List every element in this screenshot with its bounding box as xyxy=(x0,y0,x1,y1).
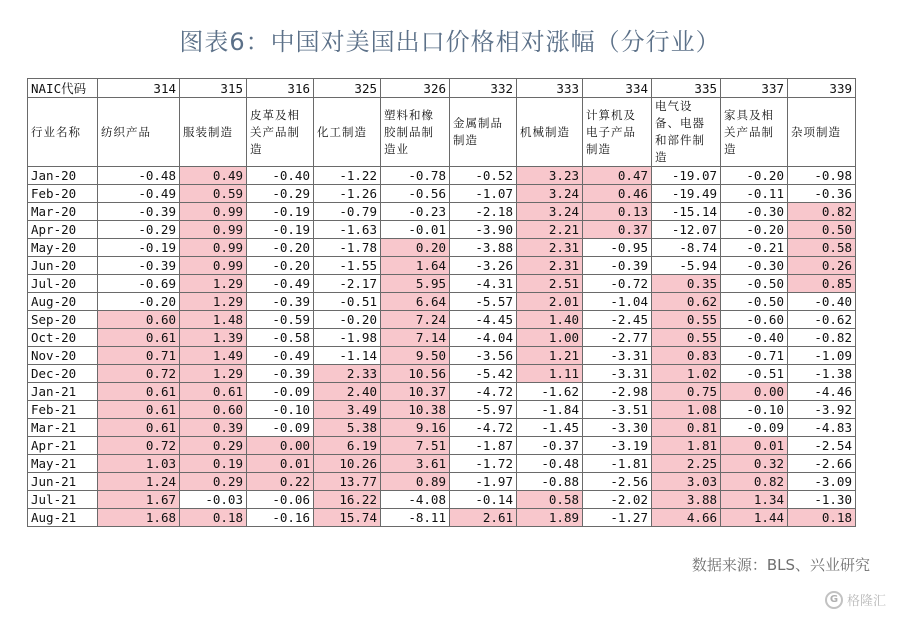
table-row xyxy=(28,257,856,275)
month-cell: Feb-20 xyxy=(28,185,98,203)
value-cell: -0.09 xyxy=(247,383,314,401)
value-cell: 1.29 xyxy=(180,293,247,311)
value-cell: 0.89 xyxy=(381,473,450,491)
value-cell: 0.00 xyxy=(721,383,788,401)
watermark-logo xyxy=(825,590,886,609)
value-cell: 0.00 xyxy=(247,437,314,455)
value-cell: -0.98 xyxy=(788,167,856,185)
value-cell: -2.17 xyxy=(314,275,381,293)
value-cell: -4.45 xyxy=(450,311,517,329)
value-cell: 0.22 xyxy=(247,473,314,491)
value-cell: 0.46 xyxy=(583,185,652,203)
value-cell: -0.06 xyxy=(247,491,314,509)
value-cell: -1.72 xyxy=(450,455,517,473)
value-cell: -0.29 xyxy=(247,185,314,203)
value-cell: -0.69 xyxy=(98,275,180,293)
value-cell: 10.38 xyxy=(381,401,450,419)
value-cell: -4.83 xyxy=(788,419,856,437)
value-cell: 1.44 xyxy=(721,509,788,527)
table-row xyxy=(28,275,856,293)
value-cell: -5.97 xyxy=(450,401,517,419)
value-cell: -8.74 xyxy=(652,239,721,257)
month-cell: Apr-20 xyxy=(28,221,98,239)
value-cell: -0.62 xyxy=(788,311,856,329)
value-cell: 0.58 xyxy=(517,491,583,509)
industry-name-cell: 杂项制造 xyxy=(788,98,856,167)
value-cell: -0.88 xyxy=(517,473,583,491)
month-cell: Jul-20 xyxy=(28,275,98,293)
value-cell: -0.82 xyxy=(788,329,856,347)
value-cell: -0.19 xyxy=(247,203,314,221)
value-cell: 0.01 xyxy=(721,437,788,455)
naic-code-cell: 325 xyxy=(314,79,381,98)
table-row xyxy=(28,167,856,185)
month-cell: Jul-21 xyxy=(28,491,98,509)
value-cell: 0.62 xyxy=(652,293,721,311)
value-cell: -3.31 xyxy=(583,365,652,383)
value-cell: 0.60 xyxy=(98,311,180,329)
industry-header-row xyxy=(28,98,856,167)
value-cell: 0.55 xyxy=(652,329,721,347)
value-cell: -3.30 xyxy=(583,419,652,437)
value-cell: 6.64 xyxy=(381,293,450,311)
value-cell: 1.02 xyxy=(652,365,721,383)
value-cell: 0.61 xyxy=(98,419,180,437)
value-cell: -0.39 xyxy=(247,293,314,311)
table-row xyxy=(28,491,856,509)
value-cell: 0.37 xyxy=(583,221,652,239)
value-cell: -2.77 xyxy=(583,329,652,347)
value-cell: 0.71 xyxy=(98,347,180,365)
value-cell: 7.24 xyxy=(381,311,450,329)
value-cell: 0.72 xyxy=(98,365,180,383)
value-cell: -0.20 xyxy=(247,239,314,257)
table-row xyxy=(28,419,856,437)
value-cell: -5.42 xyxy=(450,365,517,383)
value-cell: -0.95 xyxy=(583,239,652,257)
value-cell: 1.34 xyxy=(721,491,788,509)
value-cell: -3.90 xyxy=(450,221,517,239)
value-cell: 1.48 xyxy=(180,311,247,329)
month-cell: Jan-21 xyxy=(28,383,98,401)
month-cell: Aug-21 xyxy=(28,509,98,527)
value-cell: 1.89 xyxy=(517,509,583,527)
value-cell: -0.20 xyxy=(721,221,788,239)
value-cell: 3.88 xyxy=(652,491,721,509)
value-cell: 0.99 xyxy=(180,257,247,275)
month-cell: Feb-21 xyxy=(28,401,98,419)
month-cell: Oct-20 xyxy=(28,329,98,347)
value-cell: -3.09 xyxy=(788,473,856,491)
value-cell: 0.99 xyxy=(180,203,247,221)
value-cell: -1.45 xyxy=(517,419,583,437)
value-cell: 1.81 xyxy=(652,437,721,455)
value-cell: -0.40 xyxy=(247,167,314,185)
value-cell: 2.01 xyxy=(517,293,583,311)
value-cell: -0.78 xyxy=(381,167,450,185)
industry-name-cell: 家具及相关产品制造 xyxy=(721,98,788,167)
value-cell: 0.61 xyxy=(98,401,180,419)
value-cell: -1.78 xyxy=(314,239,381,257)
value-cell: -0.01 xyxy=(381,221,450,239)
naic-code-cell: 335 xyxy=(652,79,721,98)
value-cell: 0.61 xyxy=(98,329,180,347)
naic-code-cell: 332 xyxy=(450,79,517,98)
industry-name-cell: 机械制造 xyxy=(517,98,583,167)
value-cell: -1.63 xyxy=(314,221,381,239)
value-cell: -0.20 xyxy=(314,311,381,329)
value-cell: 0.49 xyxy=(180,167,247,185)
value-cell: -0.14 xyxy=(450,491,517,509)
value-cell: -4.31 xyxy=(450,275,517,293)
table-row xyxy=(28,401,856,419)
value-cell: -3.26 xyxy=(450,257,517,275)
industry-name-cell: 塑料和橡胶制品制造业 xyxy=(381,98,450,167)
table-row xyxy=(28,311,856,329)
value-cell: 0.18 xyxy=(180,509,247,527)
value-cell: -15.14 xyxy=(652,203,721,221)
chart-title: 图表6：中国对美国出口价格相对涨幅（分行业） xyxy=(179,28,721,56)
value-cell: 1.00 xyxy=(517,329,583,347)
value-cell: -0.50 xyxy=(721,275,788,293)
value-cell: -19.07 xyxy=(652,167,721,185)
value-cell: 3.24 xyxy=(517,185,583,203)
value-cell: -0.30 xyxy=(721,203,788,221)
value-cell: -1.98 xyxy=(314,329,381,347)
value-cell: 0.47 xyxy=(583,167,652,185)
value-cell: -0.19 xyxy=(98,239,180,257)
value-cell: -3.19 xyxy=(583,437,652,455)
value-cell: 0.58 xyxy=(788,239,856,257)
value-cell: 7.51 xyxy=(381,437,450,455)
naic-code-cell: 315 xyxy=(180,79,247,98)
value-cell: -0.49 xyxy=(247,347,314,365)
value-cell: 2.21 xyxy=(517,221,583,239)
value-cell: -0.23 xyxy=(381,203,450,221)
table-row xyxy=(28,185,856,203)
value-cell: -2.45 xyxy=(583,311,652,329)
value-cell: 16.22 xyxy=(314,491,381,509)
value-cell: 5.38 xyxy=(314,419,381,437)
value-cell: -0.03 xyxy=(180,491,247,509)
month-cell: Mar-21 xyxy=(28,419,98,437)
value-cell: 6.19 xyxy=(314,437,381,455)
table-row xyxy=(28,365,856,383)
value-cell: -0.49 xyxy=(98,185,180,203)
value-cell: -0.16 xyxy=(247,509,314,527)
value-cell: 1.08 xyxy=(652,401,721,419)
table-row xyxy=(28,383,856,401)
value-cell: -1.38 xyxy=(788,365,856,383)
value-cell: -2.18 xyxy=(450,203,517,221)
month-cell: Dec-20 xyxy=(28,365,98,383)
value-cell: 1.40 xyxy=(517,311,583,329)
value-cell: 0.29 xyxy=(180,473,247,491)
value-cell: 0.61 xyxy=(180,383,247,401)
table-row xyxy=(28,203,856,221)
value-cell: -1.62 xyxy=(517,383,583,401)
value-cell: -4.72 xyxy=(450,419,517,437)
value-cell: -4.46 xyxy=(788,383,856,401)
value-cell: -3.56 xyxy=(450,347,517,365)
value-cell: -1.55 xyxy=(314,257,381,275)
value-cell: 2.33 xyxy=(314,365,381,383)
value-cell: -5.57 xyxy=(450,293,517,311)
value-cell: 0.82 xyxy=(721,473,788,491)
value-cell: 2.31 xyxy=(517,239,583,257)
value-cell: 0.99 xyxy=(180,239,247,257)
value-cell: 7.14 xyxy=(381,329,450,347)
value-cell: -0.11 xyxy=(721,185,788,203)
table-row xyxy=(28,509,856,527)
table-row xyxy=(28,473,856,491)
value-cell: -0.30 xyxy=(721,257,788,275)
naic-code-cell: 337 xyxy=(721,79,788,98)
value-cell: 0.18 xyxy=(788,509,856,527)
naic-code-cell: 326 xyxy=(381,79,450,98)
value-cell: -0.71 xyxy=(721,347,788,365)
value-cell: 3.24 xyxy=(517,203,583,221)
value-cell: -1.97 xyxy=(450,473,517,491)
value-cell: -0.51 xyxy=(314,293,381,311)
value-cell: -1.84 xyxy=(517,401,583,419)
value-cell: 13.77 xyxy=(314,473,381,491)
naic-code-cell: 314 xyxy=(98,79,180,98)
industry-name-cell: 电气设备、电器和部件制造 xyxy=(652,98,721,167)
value-cell: -1.09 xyxy=(788,347,856,365)
value-cell: 1.11 xyxy=(517,365,583,383)
value-cell: -0.60 xyxy=(721,311,788,329)
month-cell: Jan-20 xyxy=(28,167,98,185)
value-cell: 4.66 xyxy=(652,509,721,527)
value-cell: -0.36 xyxy=(788,185,856,203)
value-cell: -12.07 xyxy=(652,221,721,239)
value-cell: 0.99 xyxy=(180,221,247,239)
value-cell: 1.49 xyxy=(180,347,247,365)
month-cell: Apr-21 xyxy=(28,437,98,455)
value-cell: -1.14 xyxy=(314,347,381,365)
table-row xyxy=(28,347,856,365)
naic-code-cell: 334 xyxy=(583,79,652,98)
value-cell: -0.20 xyxy=(721,167,788,185)
value-cell: 0.72 xyxy=(98,437,180,455)
value-cell: 0.13 xyxy=(583,203,652,221)
value-cell: 0.32 xyxy=(721,455,788,473)
value-cell: 1.03 xyxy=(98,455,180,473)
value-cell: 0.01 xyxy=(247,455,314,473)
value-cell: 9.16 xyxy=(381,419,450,437)
industry-header-label: 行业名称 xyxy=(28,98,98,167)
value-cell: -3.88 xyxy=(450,239,517,257)
month-cell: Aug-20 xyxy=(28,293,98,311)
value-cell: -1.27 xyxy=(583,509,652,527)
industry-name-cell: 服装制造 xyxy=(180,98,247,167)
month-cell: Jun-21 xyxy=(28,473,98,491)
value-cell: 1.29 xyxy=(180,275,247,293)
value-cell: -1.07 xyxy=(450,185,517,203)
value-cell: 0.75 xyxy=(652,383,721,401)
industry-name-cell: 纺织产品 xyxy=(98,98,180,167)
value-cell: 15.74 xyxy=(314,509,381,527)
industry-name-cell: 金属制品制造 xyxy=(450,98,517,167)
value-cell: -0.40 xyxy=(721,329,788,347)
value-cell: 0.60 xyxy=(180,401,247,419)
value-cell: -4.72 xyxy=(450,383,517,401)
value-cell: -1.04 xyxy=(583,293,652,311)
value-cell: 0.19 xyxy=(180,455,247,473)
price-change-table xyxy=(27,78,856,527)
value-cell: 0.85 xyxy=(788,275,856,293)
value-cell: 0.50 xyxy=(788,221,856,239)
code-header-label: NAIC代码 xyxy=(28,79,98,98)
value-cell: 3.03 xyxy=(652,473,721,491)
value-cell: -0.19 xyxy=(247,221,314,239)
logo-text: 格隆汇 xyxy=(846,594,886,609)
value-cell: -0.39 xyxy=(247,365,314,383)
value-cell: -0.79 xyxy=(314,203,381,221)
table-row xyxy=(28,455,856,473)
value-cell: -2.54 xyxy=(788,437,856,455)
value-cell: 0.35 xyxy=(652,275,721,293)
value-cell: 2.61 xyxy=(450,509,517,527)
value-cell: -0.10 xyxy=(247,401,314,419)
value-cell: 0.20 xyxy=(381,239,450,257)
value-cell: -0.20 xyxy=(247,257,314,275)
value-cell: 1.24 xyxy=(98,473,180,491)
table-row xyxy=(28,437,856,455)
value-cell: 1.67 xyxy=(98,491,180,509)
month-cell: May-21 xyxy=(28,455,98,473)
value-cell: -0.59 xyxy=(247,311,314,329)
value-cell: -8.11 xyxy=(381,509,450,527)
value-cell: -4.04 xyxy=(450,329,517,347)
value-cell: -1.81 xyxy=(583,455,652,473)
naic-code-cell: 316 xyxy=(247,79,314,98)
value-cell: 2.25 xyxy=(652,455,721,473)
value-cell: 2.51 xyxy=(517,275,583,293)
month-cell: May-20 xyxy=(28,239,98,257)
value-cell: -19.49 xyxy=(652,185,721,203)
value-cell: -0.48 xyxy=(517,455,583,473)
value-cell: -0.09 xyxy=(721,419,788,437)
month-cell: Mar-20 xyxy=(28,203,98,221)
month-cell: Sep-20 xyxy=(28,311,98,329)
value-cell: -0.20 xyxy=(98,293,180,311)
value-cell: 1.21 xyxy=(517,347,583,365)
month-cell: Nov-20 xyxy=(28,347,98,365)
value-cell: -0.50 xyxy=(721,293,788,311)
value-cell: -3.51 xyxy=(583,401,652,419)
industry-name-cell: 皮革及相关产品制造 xyxy=(247,98,314,167)
value-cell: -0.51 xyxy=(721,365,788,383)
value-cell: -2.02 xyxy=(583,491,652,509)
value-cell: 0.39 xyxy=(180,419,247,437)
table-row xyxy=(28,329,856,347)
value-cell: 1.64 xyxy=(381,257,450,275)
value-cell: -0.21 xyxy=(721,239,788,257)
value-cell: -0.39 xyxy=(583,257,652,275)
value-cell: -0.10 xyxy=(721,401,788,419)
value-cell: 0.26 xyxy=(788,257,856,275)
code-header-row xyxy=(28,79,856,98)
industry-name-cell: 计算机及电子产品制造 xyxy=(583,98,652,167)
value-cell: -1.30 xyxy=(788,491,856,509)
value-cell: 9.50 xyxy=(381,347,450,365)
value-cell: -3.31 xyxy=(583,347,652,365)
value-cell: 1.29 xyxy=(180,365,247,383)
value-cell: 0.82 xyxy=(788,203,856,221)
table-row xyxy=(28,239,856,257)
value-cell: 1.39 xyxy=(180,329,247,347)
value-cell: 3.23 xyxy=(517,167,583,185)
value-cell: 10.37 xyxy=(381,383,450,401)
value-cell: -2.66 xyxy=(788,455,856,473)
value-cell: -0.37 xyxy=(517,437,583,455)
table-row xyxy=(28,221,856,239)
value-cell: -4.08 xyxy=(381,491,450,509)
value-cell: 10.26 xyxy=(314,455,381,473)
value-cell: 10.56 xyxy=(381,365,450,383)
value-cell: -2.98 xyxy=(583,383,652,401)
value-cell: -0.09 xyxy=(247,419,314,437)
value-cell: 0.55 xyxy=(652,311,721,329)
value-cell: -1.22 xyxy=(314,167,381,185)
value-cell: -0.29 xyxy=(98,221,180,239)
value-cell: -0.39 xyxy=(98,203,180,221)
table-row xyxy=(28,293,856,311)
value-cell: 1.68 xyxy=(98,509,180,527)
value-cell: -2.56 xyxy=(583,473,652,491)
value-cell: -0.52 xyxy=(450,167,517,185)
naic-code-cell: 339 xyxy=(788,79,856,98)
value-cell: 0.83 xyxy=(652,347,721,365)
value-cell: -0.48 xyxy=(98,167,180,185)
value-cell: 2.31 xyxy=(517,257,583,275)
value-cell: -0.58 xyxy=(247,329,314,347)
value-cell: -1.87 xyxy=(450,437,517,455)
value-cell: -0.39 xyxy=(98,257,180,275)
value-cell: 5.95 xyxy=(381,275,450,293)
value-cell: -0.40 xyxy=(788,293,856,311)
month-cell: Jun-20 xyxy=(28,257,98,275)
logo-icon: G xyxy=(825,591,843,609)
value-cell: 0.81 xyxy=(652,419,721,437)
value-cell: -0.56 xyxy=(381,185,450,203)
value-cell: 3.49 xyxy=(314,401,381,419)
value-cell: 0.61 xyxy=(98,383,180,401)
industry-name-cell: 化工制造 xyxy=(314,98,381,167)
value-cell: -0.49 xyxy=(247,275,314,293)
value-cell: 3.61 xyxy=(381,455,450,473)
source-note: 数据来源：BLS、兴业研究 xyxy=(691,556,870,574)
value-cell: -5.94 xyxy=(652,257,721,275)
value-cell: 0.59 xyxy=(180,185,247,203)
naic-code-cell: 333 xyxy=(517,79,583,98)
value-cell: -1.26 xyxy=(314,185,381,203)
value-cell: 2.40 xyxy=(314,383,381,401)
value-cell: -0.72 xyxy=(583,275,652,293)
value-cell: 0.29 xyxy=(180,437,247,455)
value-cell: -3.92 xyxy=(788,401,856,419)
